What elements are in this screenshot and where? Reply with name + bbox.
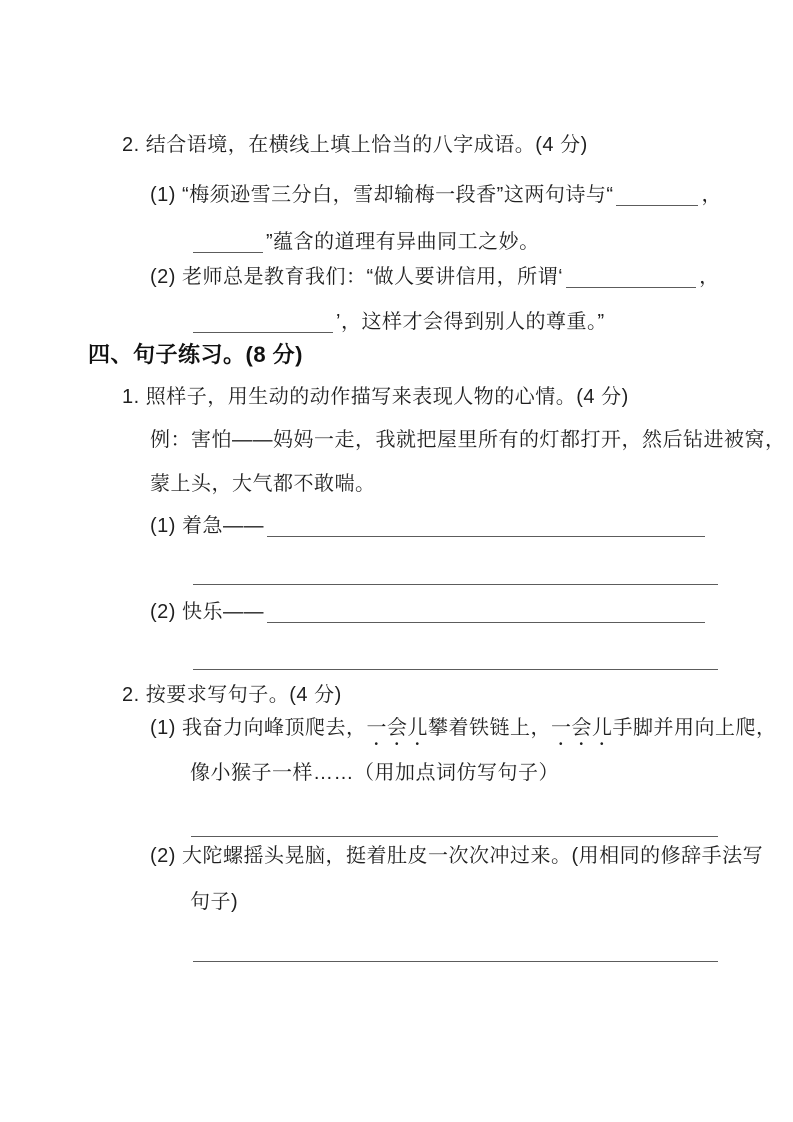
q1-example-line2 bbox=[150, 470, 376, 498]
answer-blank bbox=[193, 564, 718, 585]
text-segment: (1) 我奋力向峰顶爬去， bbox=[150, 717, 367, 739]
q1-stem bbox=[122, 383, 629, 411]
q2-stem bbox=[122, 131, 588, 159]
q2b-item1-line1 bbox=[150, 714, 777, 750]
emphasized-text: 一会儿 bbox=[551, 717, 613, 739]
text-segment: (1) “梅须逊雪三分白，雪却输梅一段香”这两句诗与“ bbox=[150, 184, 614, 206]
q1-example-line1 bbox=[150, 426, 786, 454]
text-segment: ， bbox=[699, 266, 720, 288]
text-segment: ’，这样才会得到别人的尊重。” bbox=[336, 311, 605, 333]
answer-blank bbox=[191, 816, 718, 837]
q2b-item2-line1 bbox=[150, 842, 763, 870]
q2-item2-line2 bbox=[190, 308, 605, 336]
text-segment: 蒙上头，大气都不敢喘。 bbox=[150, 473, 376, 495]
text-segment: 四、句子练习。(8 分) bbox=[88, 342, 304, 367]
q2b-stem bbox=[122, 681, 342, 709]
text-segment: ， bbox=[701, 184, 722, 206]
q1-item1-answer-line bbox=[190, 560, 721, 588]
q1-item2-kuaile bbox=[150, 598, 708, 626]
q2-item1-line2 bbox=[190, 228, 540, 256]
text-segment: 2. 按要求写句子。(4 分) bbox=[122, 684, 342, 706]
text-segment: (2) 老师总是教育我们：“做人要讲信用，所谓‘ bbox=[150, 266, 564, 288]
text-segment: ”蕴含的道理有异曲同工之妙。 bbox=[266, 231, 540, 253]
q1-item2-answer-line bbox=[190, 645, 721, 673]
answer-blank bbox=[267, 602, 705, 623]
emphasized-text: 一会儿 bbox=[366, 717, 428, 739]
q2-item2-line1 bbox=[150, 263, 720, 291]
q2b-item1-answer-line bbox=[188, 812, 721, 840]
text-segment: 1. 照样子，用生动的动作描写来表现人物的心情。(4 分) bbox=[122, 386, 629, 408]
q2b-item2-answer-line bbox=[190, 937, 721, 965]
answer-blank bbox=[193, 941, 718, 962]
answer-blank bbox=[616, 185, 698, 206]
text-segment: 攀着铁链上， bbox=[428, 717, 551, 739]
q2b-item2-line2 bbox=[190, 888, 238, 916]
q1-item1-zhaoji bbox=[150, 512, 708, 540]
answer-blank bbox=[193, 232, 263, 253]
q2-item1-line1 bbox=[150, 181, 722, 209]
text-segment: 像小猴子一样……（用加点词仿写句子） bbox=[190, 762, 559, 784]
text-segment: 手脚并用向上爬， bbox=[612, 717, 777, 739]
text-segment: (2) 大陀螺摇头晃脑，挺着肚皮一次次冲过来。(用相同的修辞手法写 bbox=[150, 845, 764, 867]
answer-blank bbox=[267, 516, 705, 537]
text-segment: 句子) bbox=[190, 891, 239, 913]
text-segment: 2. 结合语境，在横线上填上恰当的八字成语。(4 分) bbox=[122, 134, 588, 156]
section-4-heading bbox=[88, 341, 303, 369]
answer-blank bbox=[193, 312, 333, 333]
text-segment: 例：害怕——妈妈一走，我就把屋里所有的灯都打开，然后钻进被窝， bbox=[150, 429, 786, 451]
answer-blank bbox=[566, 267, 696, 288]
text-segment: (1) 着急—— bbox=[150, 515, 264, 537]
q2b-item1-line2 bbox=[190, 759, 559, 787]
answer-blank bbox=[193, 649, 718, 670]
text-segment: (2) 快乐—— bbox=[150, 601, 264, 623]
